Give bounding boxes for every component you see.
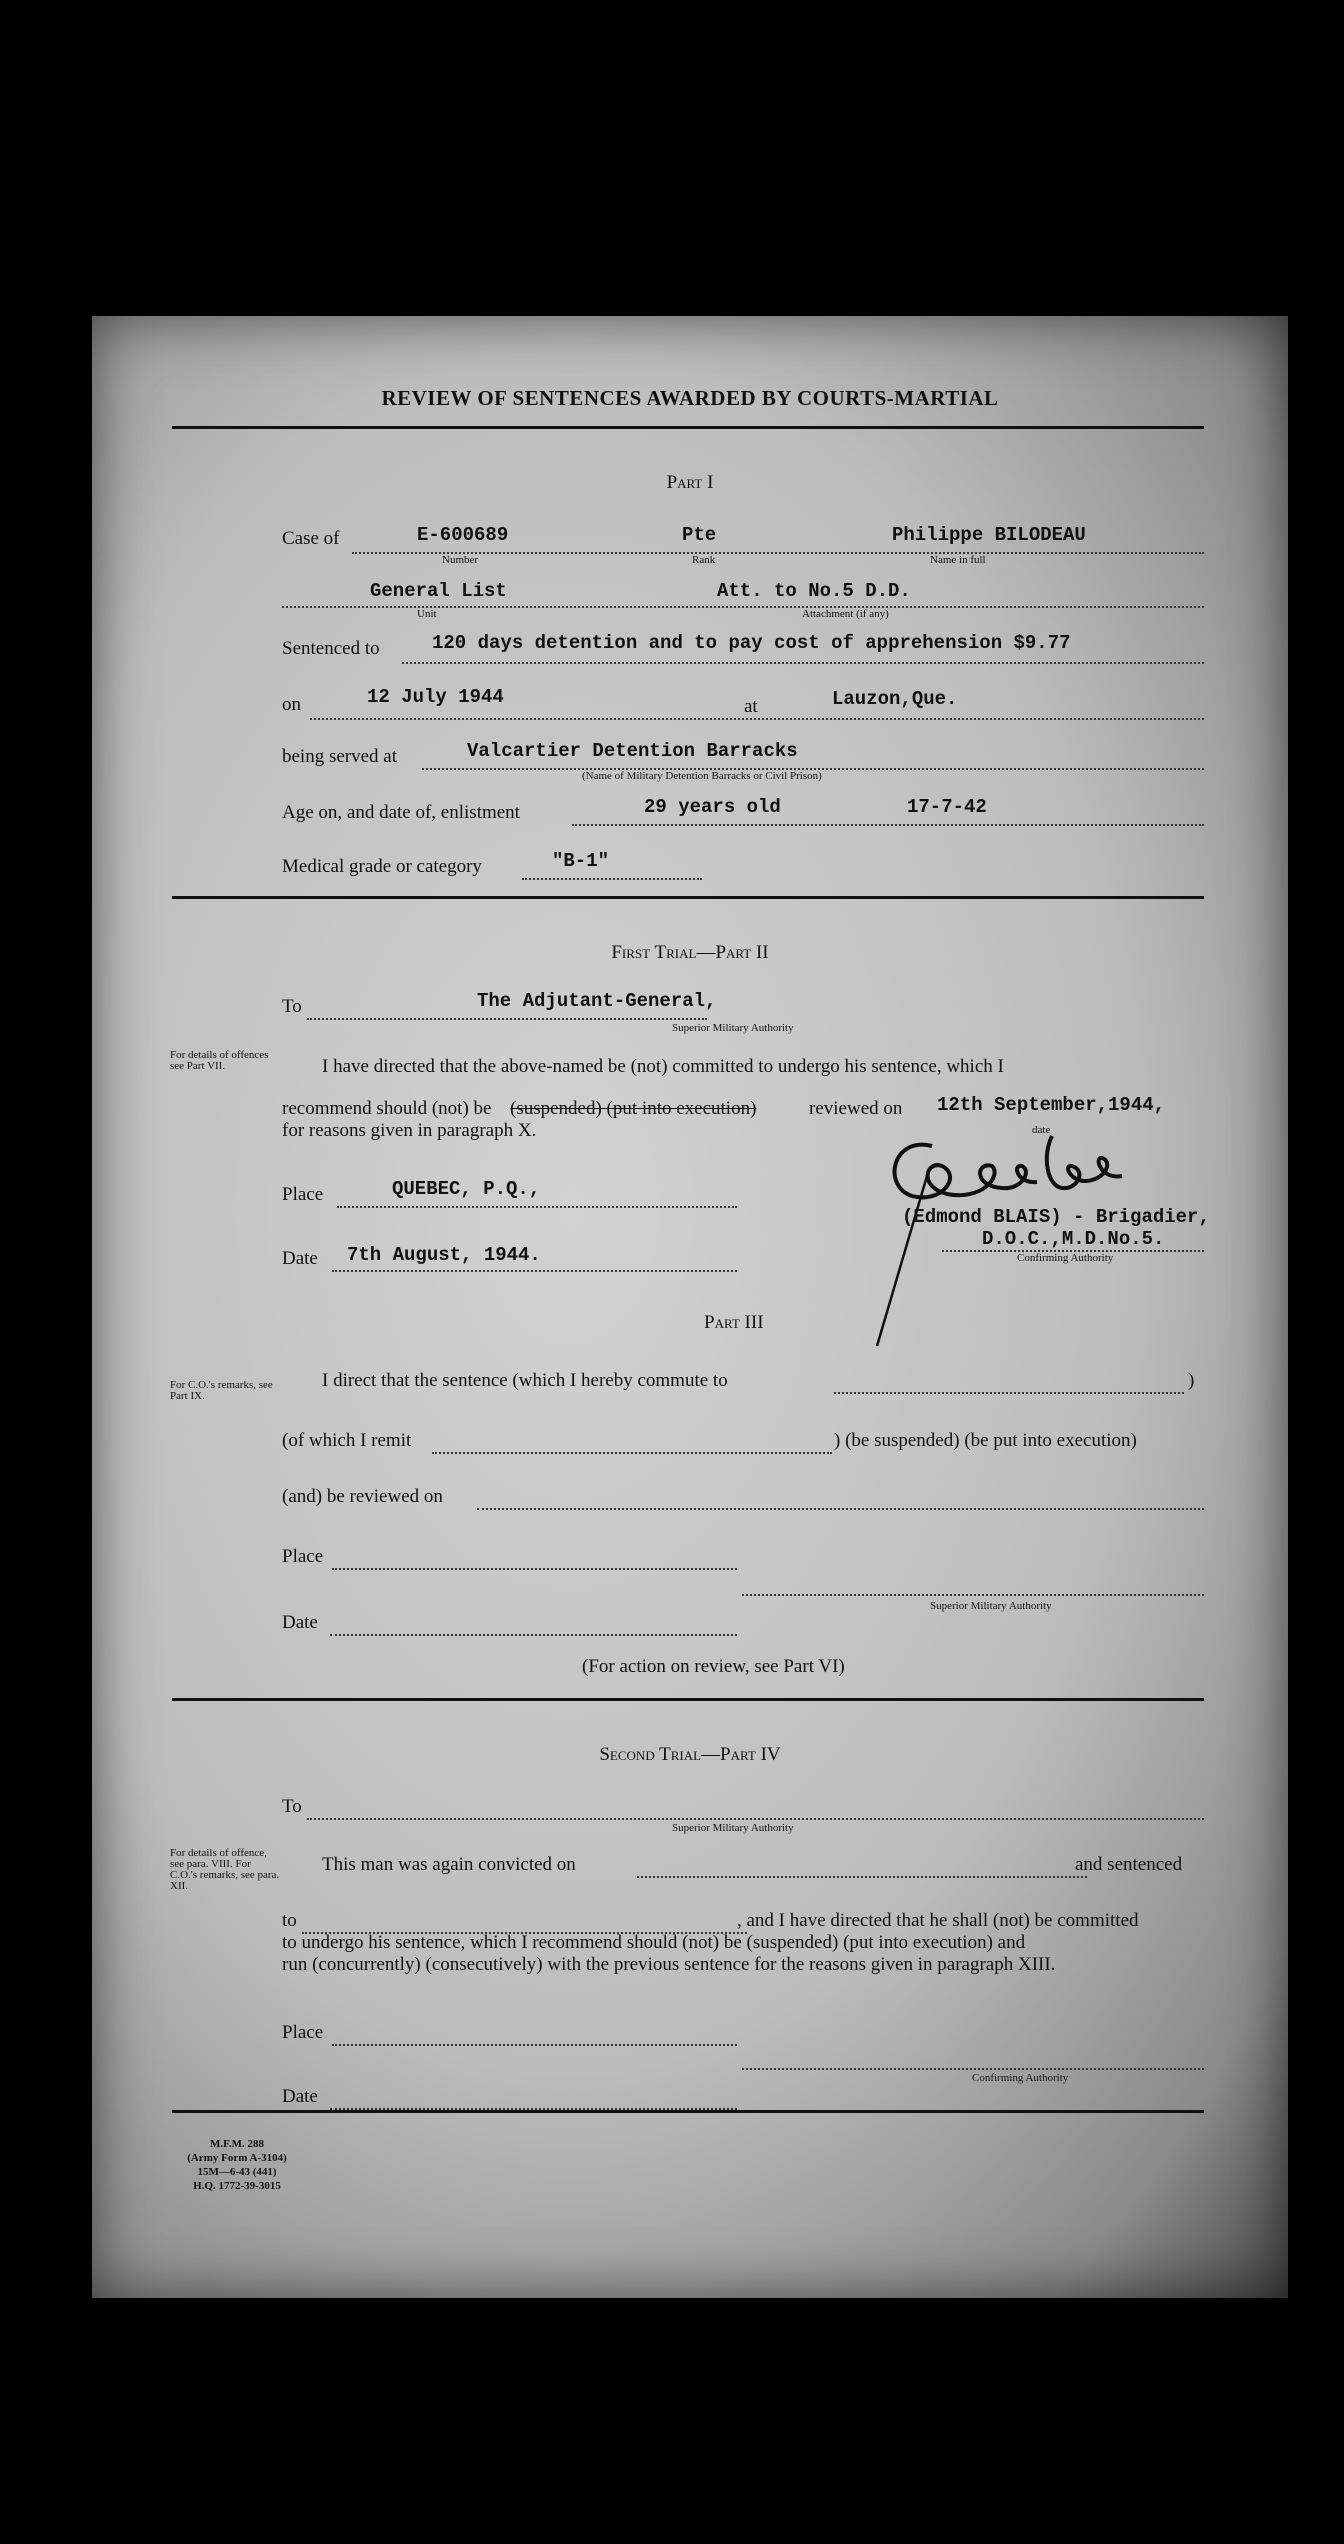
part4-place-label: Place: [282, 2022, 324, 2043]
age-line: [572, 824, 1204, 826]
part2-place: QUEBEC, P.Q.,: [392, 1178, 541, 1200]
signing-officer-title: D.O.C.,M.D.No.5.: [982, 1228, 1165, 1250]
unit: General List: [370, 580, 507, 602]
part3-authority-caption: Superior Military Authority: [930, 1600, 1052, 1612]
part3-commute-line: [834, 1392, 1184, 1394]
part1-rule: [172, 896, 1204, 899]
part2-authority-caption: Superior Military Authority: [672, 1022, 794, 1034]
served-caption: (Name of Military Detention Barracks or Civil Prison): [582, 770, 822, 782]
sentence-date: 12 July 1944: [367, 686, 504, 708]
part4-to-line: [307, 1818, 1204, 1820]
medical-label: Medical grade or category: [282, 856, 482, 877]
part3-remit-line: [432, 1452, 832, 1454]
part2-side-note: For details of offences see Part VII.: [170, 1049, 269, 1072]
form-code-1: M.F.M. 288: [210, 2138, 264, 2150]
part4-line1b: and sentenced: [1075, 1854, 1183, 1875]
served-label: being served at: [282, 746, 398, 767]
medical-line: [522, 878, 702, 880]
age: 29 years old: [644, 796, 781, 818]
part2-confirming-caption: Confirming Authority: [1017, 1252, 1114, 1264]
part3-side-note: For C.O.'s remarks, see Part IX.: [170, 1379, 273, 1402]
unit-caption: Unit: [417, 608, 437, 620]
part3-line3: (and) be reviewed on: [282, 1486, 443, 1507]
part4-to-label: To: [282, 1796, 302, 1817]
age-label: Age on, and date of, enlistment: [282, 802, 520, 823]
enlistment-date: 17-7-42: [907, 796, 987, 818]
part2-para-line1: I have directed that the above-named be (not) committed to undergo his sentence, which I: [322, 1056, 1004, 1077]
part4-heading: Second Trial—Part IV: [599, 1744, 781, 1765]
part3-date-label: Date: [282, 1612, 318, 1633]
part3-footer: (For action on review, see Part VI): [582, 1656, 845, 1677]
part3-heading: Part III: [704, 1312, 764, 1333]
part2-para-line2a: recommend should (not) be: [282, 1098, 492, 1119]
part4-rule: [172, 2110, 1204, 2113]
part2-date-label: Date: [282, 1248, 318, 1269]
part3-review-line: [477, 1508, 1204, 1510]
case-line: [352, 552, 1204, 554]
case-label: Case of: [282, 528, 340, 549]
sentenced-label: Sentenced to: [282, 638, 380, 659]
part3-rule: [172, 1698, 1204, 1701]
part2-review-date: 12th September,1944,: [937, 1094, 1166, 1116]
attachment-caption: Attachment (if any): [802, 608, 889, 620]
at-label: at: [744, 696, 758, 717]
part2-heading: First Trial—Part II: [611, 942, 769, 963]
medical-grade: "B-1": [552, 850, 610, 872]
part2-para-line3: for reasons given in paragraph X.: [282, 1120, 537, 1141]
attachment: Att. to No.5 D.D.: [717, 580, 911, 602]
service-number: E-600689: [417, 524, 509, 546]
part3-date-line: [330, 1634, 737, 1636]
part2-date: 7th August, 1944.: [347, 1244, 541, 1266]
part4-line2b: , and I have directed that he shall (not) be committed: [737, 1910, 1139, 1931]
title-rule: [172, 426, 1204, 429]
soldier-name: Philippe BILODEAU: [892, 524, 1086, 546]
served-at: Valcartier Detention Barracks: [467, 740, 798, 762]
date-line: [310, 718, 1204, 720]
part2-para-line2b: reviewed on: [809, 1098, 903, 1119]
form-code-3: 15M—6-43 (441): [197, 2166, 277, 2178]
part2-place-line: [337, 1206, 737, 1208]
part3-authority-line: [742, 1594, 1204, 1596]
part4-side-note: For details of offence, see para. VIII. For C.O.'s remarks, see para. XII.: [170, 1847, 280, 1892]
part2-to-line: [307, 1018, 707, 1020]
part4-confirming-caption: Confirming Authority: [972, 2072, 1069, 2084]
trial-place: Lauzon,Que.: [832, 688, 958, 710]
part4-date-label: Date: [282, 2086, 318, 2107]
part2-date-caption: date: [1032, 1124, 1051, 1136]
part2-to: The Adjutant-General,: [477, 990, 717, 1012]
part3-line1: I direct that the sentence (which I hereby commute to: [322, 1370, 728, 1391]
part2-date-line: [332, 1270, 737, 1272]
signing-officer: (Edmond BLAIS) - Brigadier,: [902, 1206, 1210, 1228]
part2-para-line2-struck: (suspended) (put into execution): [510, 1098, 757, 1119]
part1-heading: Part I: [666, 472, 714, 493]
part4-line1a: This man was again convicted on: [322, 1854, 576, 1875]
form-code-4: H.Q. 1772-39-3015: [193, 2180, 281, 2192]
sentence: 120 days detention and to pay cost of apprehension $9.77: [432, 632, 1071, 654]
part4-confirming-line: [742, 2068, 1204, 2070]
rank-caption: Rank: [692, 554, 716, 566]
part2-place-label: Place: [282, 1184, 324, 1205]
part3-place-line: [332, 1568, 737, 1570]
rank: Pte: [682, 524, 717, 546]
part4-place-line: [332, 2044, 737, 2046]
part2-to-label: To: [282, 996, 302, 1017]
part3-close-paren: ): [1188, 1370, 1195, 1391]
name-caption: Name in full: [930, 554, 986, 566]
number-caption: Number: [442, 554, 479, 566]
sentence-line: [402, 662, 1204, 664]
on-label: on: [282, 694, 301, 715]
part4-line2a: to: [282, 1910, 297, 1931]
part4-authority-caption: Superior Military Authority: [672, 1822, 794, 1834]
part3-place-label: Place: [282, 1546, 324, 1567]
part4-line4: run (concurrently) (consecutively) with the previous sentence for the reasons given in paragraph XIII.: [282, 1954, 1056, 1975]
form-sheet: [92, 316, 1288, 2298]
form-code-2: (Army Form A-3104): [187, 2152, 287, 2164]
part4-conviction-line: [637, 1876, 1087, 1878]
part3-line2b: ) (be suspended) (be put into execution): [834, 1430, 1137, 1451]
form-title: REVIEW OF SENTENCES AWARDED BY COURTS-MARTIAL: [381, 386, 999, 410]
part4-line3: to undergo his sentence, which I recommend should (not) be (suspended) (put into execution) and: [282, 1932, 1026, 1953]
part3-line2a: (of which I remit: [282, 1430, 412, 1451]
